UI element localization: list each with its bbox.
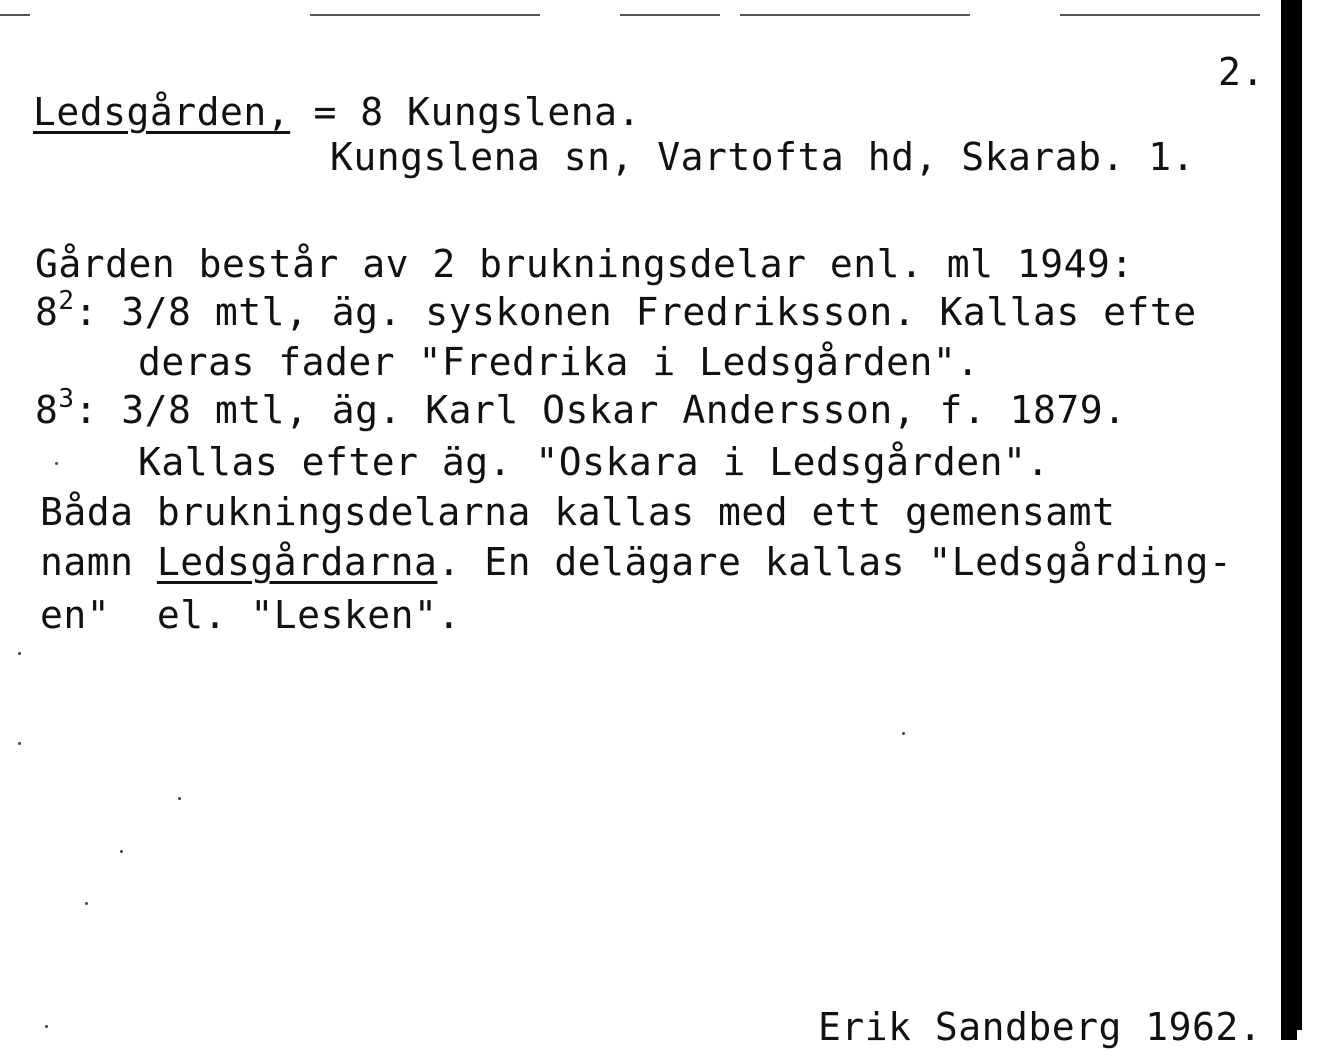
body-line-8: en" el. "Lesken". (40, 593, 461, 637)
scan-speck (120, 850, 123, 853)
text-segment: . En delägare kallas "Ledsgårding- (437, 540, 1233, 584)
body-line-4 (35, 384, 1127, 437)
scan-artifact-line (0, 14, 30, 16)
location-line: Kungslena sn, Vartofta hd, Skarab. 1. (330, 135, 1195, 179)
scan-artifact-line (740, 14, 970, 16)
scan-artifact-line (310, 14, 540, 16)
scan-speck (55, 462, 58, 465)
heading-equals: = 8 Kungslena. (290, 90, 641, 134)
card-edge-shadow-outer (1296, 0, 1302, 1030)
scan-speck (85, 902, 88, 905)
body-line-6: Båda brukningsdelarna kallas med ett gemensamt (40, 490, 1116, 534)
body-line-5: Kallas efter äg. "Oskara i Ledsgården". (138, 440, 1050, 484)
unit-text: : 3/8 mtl, äg. syskonen Fredriksson. Kallas efte (74, 290, 1197, 334)
place-name: Ledsgården, (33, 90, 291, 134)
scan-speck (902, 732, 905, 735)
unit-number: 8 (35, 290, 59, 334)
unit-superscript: 2 (58, 286, 75, 316)
scan-speck (18, 652, 21, 655)
body-line-2 (35, 286, 1197, 339)
body-line-3: deras fader "Fredrika i Ledsgården". (138, 340, 980, 384)
unit-text: : 3/8 mtl, äg. Karl Oskar Andersson, f. 1879. (74, 388, 1127, 432)
scan-speck (45, 1025, 48, 1028)
page-number: 2. (1218, 50, 1265, 94)
unit-superscript: 3 (58, 384, 75, 414)
text-segment: namn (40, 540, 157, 584)
body-line-1: Gården består av 2 brukningsdelar enl. ml 1949: (35, 242, 1134, 286)
heading-line (33, 90, 641, 134)
body-line-7 (40, 540, 1232, 584)
underlined-name: Ledsgårdarna (156, 540, 438, 584)
signature: Erik Sandberg 1962. (818, 1005, 1263, 1049)
card-edge-shadow (1281, 0, 1297, 1040)
scan-artifact-line (620, 14, 720, 16)
scan-artifact-line (1060, 14, 1260, 16)
scan-speck (178, 797, 181, 800)
unit-number: 8 (35, 388, 59, 432)
scan-speck (18, 742, 21, 745)
